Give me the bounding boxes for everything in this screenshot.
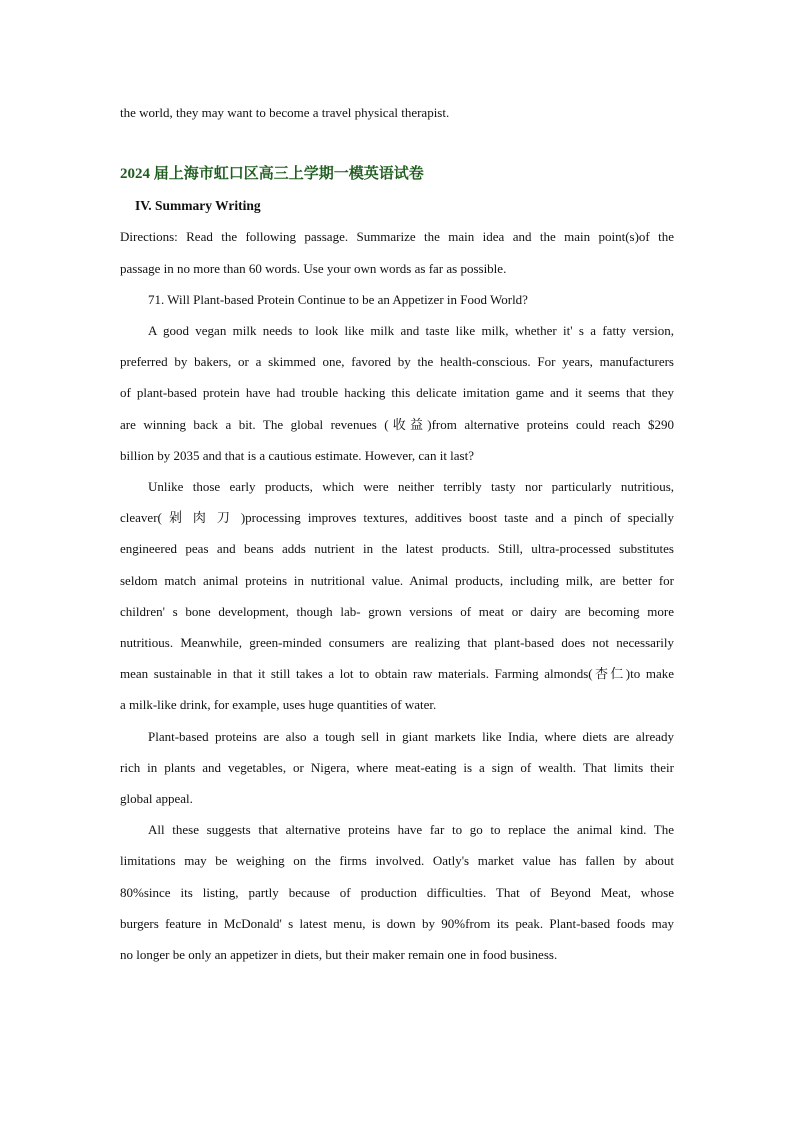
p2-line-5: children' s bone development, though lab- grown versions of meat or dairy are becoming more bbox=[120, 604, 674, 619]
p2-line-2: cleaver( 剁 肉 刀 )processing improves textures, additives boost taste and a pinch of specially bbox=[120, 510, 674, 525]
p4-line-5: no longer be only an appetizer in diets, but their maker remain one in food business. bbox=[120, 947, 558, 962]
p4-line-4: burgers feature in McDonald' s latest menu, is down by 90%from its peak. Plant-based foods may bbox=[120, 916, 674, 931]
fragment-line: the world, they may want to become a travel physical therapist. bbox=[120, 105, 450, 120]
p3-line-1: Plant-based proteins are also a tough sell in giant markets like India, where diets are already bbox=[148, 729, 674, 744]
p2-line-4: seldom match animal proteins in nutritional value. Animal products, including milk, are better for bbox=[120, 573, 674, 588]
p3-line-3: global appeal. bbox=[120, 791, 193, 806]
p4-line-2: limitations may be weighing on the firms involved. Oatly's market value has fallen by about bbox=[120, 853, 674, 868]
p3-line-2: rich in plants and vegetables, or Nigera, where meat-eating is a sign of wealth. That limits their bbox=[120, 760, 674, 775]
directions-line-1: Directions: Read the following passage. Summarize the main idea and the main point(s)of the bbox=[120, 229, 674, 244]
p2-line-8: a milk-like drink, for example, uses huge quantities of water. bbox=[120, 697, 437, 712]
p2-line-7: mean sustainable in that it still takes a lot to obtain raw materials. Farming almonds(杏仁)to make bbox=[120, 666, 674, 681]
p1-line-1: A good vegan milk needs to look like milk and taste like milk, whether it' s a fatty version, bbox=[148, 323, 674, 338]
p1-line-5: billion by 2035 and that is a cautious estimate. However, can it last? bbox=[120, 448, 475, 463]
p4-line-3: 80%since its listing, partly because of production difficulties. That of Beyond Meat, whose bbox=[120, 885, 674, 900]
p4-line-1: All these suggests that alternative proteins have far to go to replace the animal kind. The bbox=[148, 822, 674, 837]
p1-line-2: preferred by bakers, or a skimmed one, favored by the health-conscious. For years, manufacturers bbox=[120, 354, 674, 369]
question-title: 71. Will Plant-based Protein Continue to be an Appetizer in Food World? bbox=[148, 292, 528, 307]
p2-line-3: engineered peas and beans adds nutrient in the latest products. Still, ultra-processed substitutes bbox=[120, 541, 674, 556]
exam-title: 2024 届上海市虹口区高三上学期一模英语试卷 bbox=[120, 166, 424, 182]
p1-line-4: are winning back a bit. The global revenues (收益)from alternative proteins could reach $290 bbox=[120, 417, 674, 432]
directions-line-2: passage in no more than 60 words. Use your own words as far as possible. bbox=[120, 261, 507, 276]
p2-line-6: nutritious. Meanwhile, green-minded consumers are realizing that plant-based does not necessarily bbox=[120, 635, 674, 650]
section-title: IV. Summary Writing bbox=[135, 198, 261, 213]
p2-line-1: Unlike those early products, which were neither terribly tasty nor particularly nutritious, bbox=[148, 479, 674, 494]
p1-line-3: of plant-based protein have had trouble hacking this delicate imitation game and it seems that they bbox=[120, 385, 674, 400]
